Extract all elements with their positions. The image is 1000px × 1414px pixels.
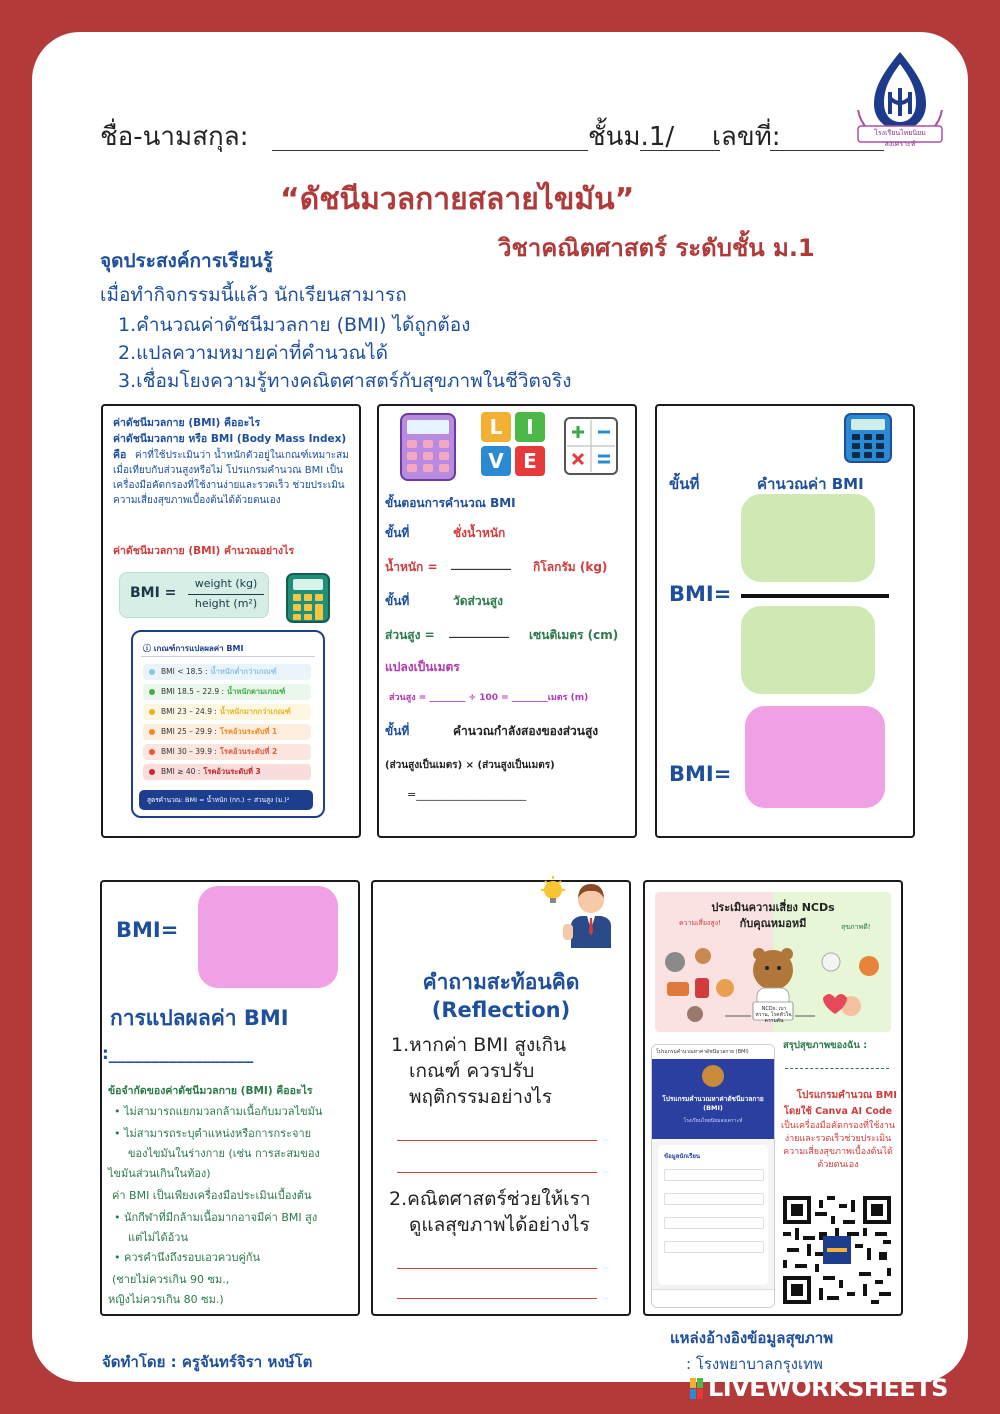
calculator-icon [285, 572, 331, 624]
formula-left: BMI = [130, 585, 177, 601]
criteria-range: BMI 23 – 24.9 : [161, 707, 217, 716]
objective-item: 3.เชื่อมโยงความรู้ทางคณิตศาสตร์กับสุขภาพในชีวิตจริง [118, 370, 572, 392]
question1-line: พฤติกรรมอย่างไร [409, 1086, 553, 1108]
criteria-color-dot [149, 729, 155, 735]
interpret-answer-line[interactable]: :_________________ [102, 1044, 254, 1064]
answer2-line[interactable] [397, 1298, 597, 1299]
convert-heading: แปลงเป็นเมตร [385, 660, 460, 674]
height-unit: เซนติเมตร (cm) [529, 628, 619, 642]
ncds-poster [655, 892, 891, 1032]
phone-subtitle: โรงเรียนไทยนิยมสงเคราะห์ [683, 1118, 743, 1124]
criteria-row [143, 724, 311, 740]
criteria-divider [141, 656, 315, 657]
reflection-panel [371, 880, 631, 1316]
criteria-label: น้ำหนักมากกว่าเกณฑ์ [219, 707, 291, 716]
criteria-range: BMI < 18.5 : [161, 667, 208, 676]
class-field-line[interactable] [640, 150, 720, 151]
number-label: เลขที่: [712, 122, 781, 152]
bmi-info-panel [101, 404, 361, 838]
criteria-label: โรคอ้วนระดับที่ 3 [203, 767, 261, 776]
program-title: โปรแกรมคำนวณ BMI [796, 1090, 897, 1101]
phone-field[interactable] [664, 1217, 764, 1229]
phone-title: โปรแกรมคำนวณหาค่าดัชนีมวลกาย (BMI) [662, 1095, 764, 1112]
answer1-line[interactable] [397, 1172, 597, 1173]
liveworksheets-watermark: LIVEWORKSHEETS [708, 1374, 948, 1402]
bmi-interpretation-panel [100, 880, 360, 1316]
worksheet-title: “ดัชนีมวลกายสลายไขมัน” [280, 182, 635, 217]
phone-form-card [658, 1145, 768, 1285]
criteria-row [143, 744, 311, 760]
criteria-range: BMI ≥ 40 : [161, 767, 201, 776]
live-letter-e: E [515, 446, 545, 476]
thinking-man-icon [541, 876, 621, 948]
program-subtitle: โดยใช้ Canva AI Code [783, 1106, 893, 1117]
criteria-color-dot [149, 749, 155, 755]
denominator-input-box[interactable] [741, 606, 875, 694]
criteria-row [143, 764, 311, 780]
bmi-label-result: BMI= [669, 762, 732, 786]
source-text: : โรงพยาบาลกรุงเทพ [686, 1355, 823, 1373]
phone-nav-bar [652, 1289, 774, 1308]
liveworksheets-logo-icon [690, 1378, 704, 1400]
criteria-title-text: เกณฑ์การแปลผลค่า BMI [153, 644, 244, 653]
limit-item: หญิงไม่ควรเกิน 80 ซม.) [108, 1293, 224, 1306]
question2-line: ดูแลสุขภาพได้อย่างไร [409, 1214, 590, 1236]
poster-subtitle: กับคุณหมอหมี [739, 917, 807, 930]
health-summary-line[interactable] [785, 1068, 889, 1069]
weight-blank[interactable]: __________ [451, 556, 511, 570]
number-field-line[interactable] [770, 150, 884, 151]
phone-field[interactable] [664, 1169, 764, 1181]
program-description: เป็นเครื่องมือคัดกรองที่ใช้งานง่ายและรวดเร็วช่วยประเมินความเสี่ยงสุขภาพเบื้องต้นได้ด้วยตนเอง [781, 1121, 895, 1170]
limit-item: ของไขมันในร่างกาย (เช่น การสะสมของ [128, 1147, 320, 1160]
criteria-range: BMI 25 – 29.9 : [161, 727, 217, 736]
interpret-heading: การแปลผลค่า BMI [110, 1006, 289, 1030]
limit-item: • ไม่สามารถระบุตำแหน่งหรือการกระจาย [114, 1127, 312, 1140]
phone-header [652, 1059, 774, 1139]
criteria-range: BMI 30 – 39.9 : [161, 747, 217, 756]
criteria-color-dot [149, 669, 155, 675]
reflection-heading-en: (Reflection) [431, 998, 571, 1022]
step-label: ขั้นที่ [669, 475, 700, 493]
phone-address-bar: โปรแกรมคำนวณหาค่าดัชนีมวลกาย (BMI) [652, 1045, 774, 1059]
square-result-line[interactable]: =____________________ [407, 788, 527, 801]
calculator-icon [843, 412, 893, 464]
step1-text: ชั่งน้ำหนัก [453, 526, 506, 540]
criteria-label: โรคอ้วนระดับที่ 2 [219, 747, 278, 756]
convert-line[interactable]: ส่วนสูง = ________ ÷ 100 = ________เมตร (m) [389, 693, 589, 703]
bmi-definition-bold: ค่าดัชนีมวลกาย หรือ BMI (Body Mass Index) [113, 433, 347, 445]
name-label: ชื่อ-นามสกุล: [100, 122, 249, 152]
steps-heading: ขั้นตอนการคำนวณ BMI [385, 496, 516, 510]
criteria-row [143, 684, 311, 700]
step3-label: ขั้นที่ [385, 724, 410, 738]
qr-code-image [783, 1196, 891, 1304]
school-logo-text: โรงเรียนไทยนิยมสงเคราะห์ [874, 129, 926, 148]
criteria-row [143, 664, 311, 680]
objectives-intro: เมื่อทำกิจกรรมนี้แล้ว นักเรียนสามารถ [100, 284, 407, 306]
formula-denominator: height (m²) [194, 597, 258, 610]
bmi-criteria-card [131, 630, 325, 818]
limit-item: • ไม่สามารถแยกมวลกล้ามเนื้อกับมวลไขมัน [114, 1105, 323, 1118]
qr-code[interactable] [783, 1196, 891, 1304]
poster-healthy: สุขภาพดี! [841, 923, 871, 931]
step2-label: ขั้นที่ [385, 594, 410, 608]
bmi-label-fraction: BMI= [669, 582, 732, 606]
phone-screenshot[interactable] [651, 1044, 775, 1308]
limit-item: • นักกีฬาที่มีกล้ามเนื้อมากอาจมีค่า BMI สูง [114, 1211, 318, 1224]
live-letter-i: I [515, 412, 545, 442]
objective-item: 2.แปลความหมายค่าที่คำนวณได้ [118, 342, 388, 364]
author-credit: จัดทำโดย : ครูจันทร์จิรา หงษ์โต [102, 1353, 313, 1371]
objective-item: 1.คำนวณค่าดัชนีมวลกาย (BMI) ได้ถูกต้อง [118, 314, 471, 336]
live-letter-v: V [481, 446, 511, 476]
worksheet-subtitle: วิชาคณิตศาสตร์ ระดับชั้น ม.1 [498, 234, 815, 262]
phone-field[interactable] [664, 1193, 764, 1205]
poster-risk: ความเสี่ยงสูง! [679, 919, 721, 927]
criteria-title: ⓘ เกณฑ์การแปลผลค่า BMI [143, 644, 244, 653]
calculator-icon [399, 412, 457, 482]
limits-heading: ข้อจำกัดของค่าดัชนีมวลกาย (BMI) คืออะไร [108, 1085, 313, 1097]
phone-field[interactable] [664, 1241, 764, 1253]
limit-item: ค่า BMI เป็นเพียงเครื่องมือประเมินเบื้องต้น [112, 1189, 312, 1202]
limit-item: ไขมันส่วนเกินในท้อง) [108, 1167, 211, 1180]
bmi-value-box[interactable] [198, 886, 338, 988]
fraction-bar [741, 594, 889, 598]
bmi-calculation-panel [655, 404, 915, 838]
bmi-how-heading: ค่าดัชนีมวลกาย (BMI) คำนวณอย่างไร [113, 545, 295, 557]
weight-unit: กิโลกรัม (kg) [533, 560, 608, 574]
poster-ncds: NCDs: เบาหวาน, โรคหัวใจ, ความดัน [755, 1006, 793, 1024]
numerator-input-box[interactable] [741, 494, 875, 582]
class-label: ชั้นม.1/ [588, 122, 675, 152]
criteria-range: BMI 18.5 – 22.9 : [161, 687, 225, 696]
weight-label: น้ำหนัก = [385, 560, 438, 574]
limit-item: แต่ไม่ได้อ้วน [128, 1231, 188, 1244]
resources-panel [643, 880, 903, 1316]
name-field-line[interactable] [272, 150, 588, 151]
step1-label: ขั้นที่ [385, 526, 410, 540]
criteria-label: น้ำหนักตามเกณฑ์ [227, 687, 286, 696]
phone-card-title: ข้อมูลนักเรียน [664, 1153, 700, 1160]
phone-avatar [702, 1065, 724, 1087]
bmi-formula [119, 572, 269, 618]
step-text: คำนวณค่า BMI [757, 475, 864, 493]
square-formula: (ส่วนสูงเป็นเมตร) × (ส่วนสูงเป็นเมตร) [385, 760, 555, 771]
criteria-footer: สูตรคำนวณ: BMI = น้ำหนัก (กก.) ÷ ส่วนสูง (ม.)² [139, 790, 313, 810]
bmi-definition-is: คือ [113, 449, 127, 461]
source-heading: แหล่งอ้างอิงข้อมูลสุขภาพ [670, 1329, 834, 1347]
criteria-label: โรคอ้วนระดับที่ 1 [219, 727, 278, 736]
objectives-heading: จุดประสงค์การเรียนรู้ [100, 250, 273, 272]
school-logo [852, 48, 948, 148]
step2-text: วัดส่วนสูง [453, 594, 503, 608]
math-operators-icon [563, 416, 619, 476]
height-blank[interactable]: __________ [449, 624, 509, 638]
live-letter-l: L [481, 412, 511, 442]
poster-title: ประเมินความเสี่ยง NCDs [711, 901, 835, 914]
limit-item: (ชายไม่ควรเกิน 90 ซม., [112, 1273, 230, 1286]
step3-text: คำนวณกำลังสองของส่วนสูง [453, 724, 599, 738]
live-logo [481, 412, 547, 478]
bmi-definition-text: ค่าที่ใช้ประเมินว่า น้ำหนักตัวอยู่ในเกณฑ์เหมาะสมเมื่อเทียบกับส่วนสูงหรือไม่ โปรแกรมคำนวณ BMI เป็นเครื่องมือคัดกรองที่ใช้งานง่ายและรวดเร็ว ช่วยประเมินความเสี่ยงสุขภาพเบื้องต้นได้ด้วยตนเอง [113, 450, 349, 506]
question1-line: 1.หากค่า BMI สูงเกิน [391, 1034, 567, 1056]
formula-numerator: weight (kg) [194, 577, 258, 590]
question2-line: 2.คณิตศาสตร์ช่วยให้เรา [389, 1188, 591, 1210]
bmi-what-heading: ค่าดัชนีมวลกาย (BMI) คืออะไร [113, 417, 261, 429]
reflection-heading: คำถามสะท้อนคิด [422, 970, 580, 994]
answer2-line[interactable] [397, 1268, 597, 1269]
criteria-color-dot [149, 709, 155, 715]
calculation-steps-panel [377, 404, 637, 838]
health-summary-label: สรุปสุขภาพของฉัน : [783, 1040, 867, 1051]
criteria-color-dot [149, 689, 155, 695]
criteria-label: น้ำหนักต่ำกว่าเกณฑ์ [210, 667, 277, 676]
criteria-row [143, 704, 311, 720]
criteria-color-dot [149, 769, 155, 775]
limit-item: • ควรคำนึงถึงรอบเอวควบคู่กัน [114, 1251, 260, 1264]
question1-line: เกณฑ์ ควรปรับ [409, 1060, 535, 1082]
formula-bar [188, 594, 264, 595]
answer1-line[interactable] [397, 1140, 597, 1141]
bmi-label-interpret: BMI= [116, 918, 179, 942]
height-label: ส่วนสูง = [385, 628, 435, 642]
bmi-result-box[interactable] [745, 706, 885, 808]
